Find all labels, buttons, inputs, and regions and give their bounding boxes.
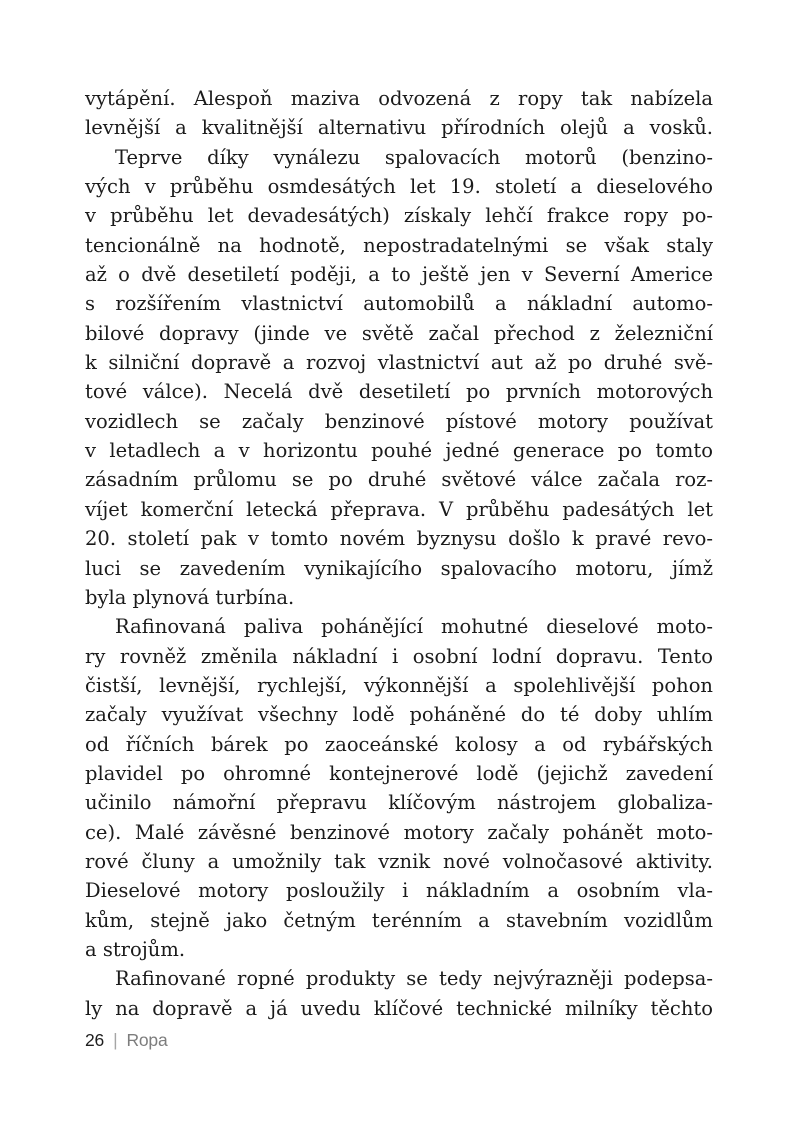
text-line: Teprve díky vynálezu spalovacích motorů (benzino- bbox=[115, 145, 713, 169]
body-text bbox=[85, 84, 713, 1023]
page-footer bbox=[85, 1030, 167, 1051]
text-line: 20. století pak v tomto novém byznysu došlo k pravé revo- bbox=[85, 527, 713, 551]
text-line: v letadlech a v horizontu pouhé jedné generace po tomto bbox=[85, 439, 713, 463]
text-line: Dieselové motory posloužily i nákladním a osobním vla- bbox=[85, 879, 713, 903]
text-line: k silniční dopravě a rozvoj vlastnictví aut až po druhé svě- bbox=[85, 351, 713, 375]
text-line: Rafinované ropné produkty se tedy nejvýrazněji podepsa- bbox=[115, 967, 713, 991]
text-line: ce). Malé závěsné benzinové motory začaly pohánět moto- bbox=[85, 820, 713, 844]
text-line: s rozšířením vlastnictví automobilů a nákladní automo- bbox=[85, 292, 713, 316]
text-line: začaly využívat všechny lodě poháněné do té doby uhlím bbox=[85, 703, 713, 727]
text-line: vých v průběhu osmdesátých let 19. století a dieselového bbox=[85, 175, 713, 199]
text-line: luci se zavedením vynikajícího spalovacího motoru, jímž bbox=[85, 556, 713, 580]
text-line: víjet komerční letecká přeprava. V průběhu padesátých let bbox=[85, 497, 713, 521]
text-line: levnější a kvalitnější alternativu přírodních olejů a vosků. bbox=[85, 116, 713, 140]
text-line: v průběhu let devadesátých) získaly lehčí frakce ropy po- bbox=[85, 204, 713, 228]
text-line: byla plynová turbína. bbox=[85, 585, 295, 609]
text-line: vytápění. Alespoň maziva odvozená z ropy tak nabízela bbox=[85, 87, 713, 110]
text-line: kům, stejně jako četným terénním a stavebním vozidlům bbox=[85, 908, 713, 932]
text-line: ly na dopravě a já uvedu klíčové technické milníky těchto bbox=[85, 996, 713, 1020]
text-line: rové čluny a umožnily tak vznik nové volnočasové aktivity. bbox=[85, 849, 713, 873]
text-line: učinilo námořní přepravu klíčovým nástrojem globaliza- bbox=[85, 791, 713, 815]
text-line: tencionálně na hodnotě, nepostradatelnými se však staly bbox=[85, 233, 713, 257]
text-line: vozidlech se začaly benzinové pístové motory používat bbox=[85, 409, 713, 433]
page-number: 26 bbox=[85, 1030, 105, 1050]
text-line: ry rovněž změnila nákladní i osobní lodní dopravu. Tento bbox=[85, 644, 713, 668]
text-line: bilové dopravy (jinde ve světě začal přechod z železniční bbox=[85, 321, 713, 345]
text-line: a strojům. bbox=[85, 937, 186, 961]
footer-separator: | bbox=[113, 1030, 118, 1050]
text-line: tové válce). Necelá dvě desetiletí po prvních motorových bbox=[85, 380, 713, 404]
text-line: od říčních bárek po zaoceánské kolosy a od rybářských bbox=[85, 732, 713, 756]
text-line: zásadním průlomu se po druhé světové válce začala roz- bbox=[85, 468, 713, 492]
text-line: čistší, levnější, rychlejší, výkonnější a spolehlivější pohon bbox=[85, 673, 713, 697]
text-line: Rafinovaná paliva pohánějící mohutné dieselové moto- bbox=[115, 615, 713, 639]
text-line: plavidel po ohromné kontejnerové lodě (jejichž zavedení bbox=[85, 761, 713, 785]
section-title: Ropa bbox=[126, 1030, 168, 1050]
text-line: až o dvě desetiletí poději, a to ještě jen v Severní Americe bbox=[85, 263, 713, 287]
